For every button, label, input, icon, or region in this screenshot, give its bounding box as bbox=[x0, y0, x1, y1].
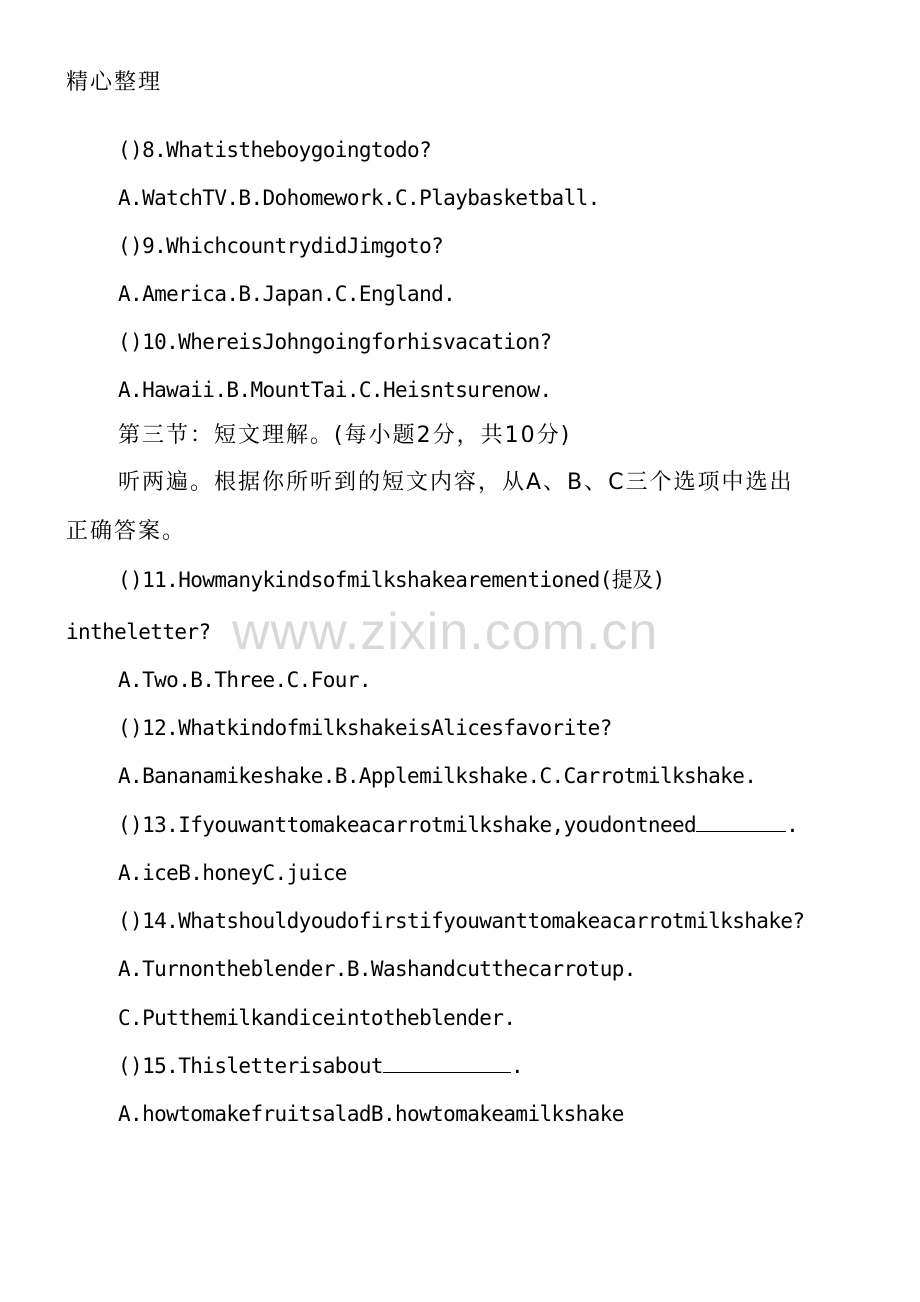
instructions-line-2: 正确答案。 bbox=[66, 519, 187, 544]
question-13-options: A.iceB.honeyC.juice bbox=[118, 861, 347, 885]
question-10: ()10.WhereisJohngoingforhisvacation? bbox=[118, 330, 552, 354]
answer-blank bbox=[383, 1050, 511, 1073]
question-10-options: A.Hawaii.B.MountTai.C.Heisntsurenow. bbox=[118, 378, 552, 402]
answer-blank bbox=[696, 809, 786, 832]
question-11-options: A.Two.B.Three.C.Four. bbox=[118, 668, 371, 692]
question-14: ()14.Whatshouldyoudofirstifyouwanttomakeacarrotmilkshake? bbox=[118, 909, 805, 933]
section-heading: 第三节：短文理解。(每小题2分，共10分) bbox=[118, 423, 572, 448]
question-11-line-2: intheletter? bbox=[66, 620, 211, 644]
question-15-options: A.howtomakefruitsaladB.howtomakeamilkshake bbox=[118, 1102, 624, 1126]
question-8: ()8.Whatistheboygoingtodo? bbox=[118, 138, 432, 162]
question-15-end: . bbox=[510, 1054, 523, 1078]
question-8-options: A.WatchTV.B.Dohomework.C.Playbasketball. bbox=[118, 186, 600, 210]
question-13 bbox=[118, 808, 798, 842]
instructions-line-1: 听两遍。根据你所听到的短文内容，从A、B、C三个选项中选出 bbox=[118, 470, 794, 495]
question-9-options: A.America.B.Japan.C.England. bbox=[118, 282, 456, 306]
question-13-text: ()13.Ifyouwanttomakeacarrotmilkshake,youdontneed bbox=[118, 813, 697, 837]
question-14-options-line-2: C.Putthemilkandiceintotheblender. bbox=[118, 1006, 516, 1030]
question-9: ()9.WhichcountrydidJimgoto? bbox=[118, 234, 444, 258]
question-13-end: . bbox=[786, 813, 799, 837]
question-15-text: ()15.Thisletterisabout bbox=[118, 1054, 383, 1078]
page-header: 精心整理 bbox=[66, 70, 163, 95]
question-14-options-line-1: A.Turnontheblender.B.Washandcutthecarrotup. bbox=[118, 957, 636, 981]
question-12: ()12.WhatkindofmilkshakeisAlicesfavorite? bbox=[118, 716, 612, 740]
question-15 bbox=[118, 1049, 523, 1083]
question-11-line-1: ()11.Howmanykindsofmilkshakearementioned(提及) bbox=[118, 568, 665, 592]
question-12-options: A.Bananamikeshake.B.Applemilkshake.C.Carrotmilkshake. bbox=[118, 764, 757, 788]
watermark-text: www.zixin.com.cn bbox=[232, 603, 659, 661]
